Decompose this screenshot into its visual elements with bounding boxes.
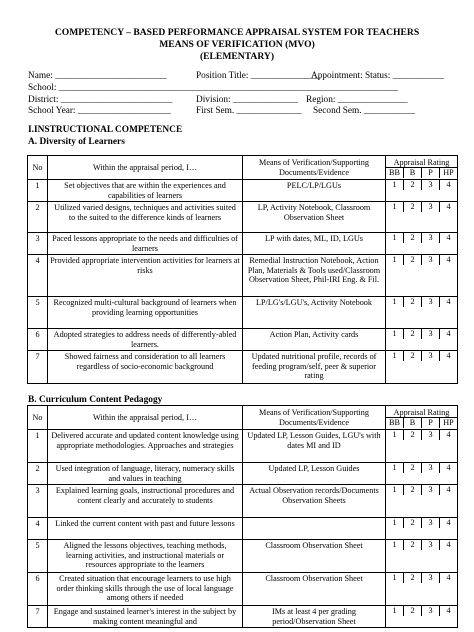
rating-value[interactable]: 1 [392,329,397,338]
row-number: 4 [28,255,48,297]
rating-value[interactable]: 1 [392,297,397,306]
rating-value[interactable]: 4 [439,255,457,265]
rating-value[interactable]: 4 [439,540,457,550]
row-rating-cells [386,297,458,329]
school-field: School: _________________________________________________________________________ [28,83,399,93]
col-header-within: Within the appraisal period, I… [48,406,243,430]
rating-value[interactable]: 3 [421,329,439,339]
division-field: Division: ______________ [196,95,299,105]
table-diversity-of-learners [27,155,458,384]
rating-values [386,329,457,339]
rating-value[interactable]: 4 [439,430,457,440]
rating-value[interactable]: 2 [403,573,421,583]
row-number: 5 [28,540,48,573]
row-indicator-text: Used integration of language, literacy, numeracy skills and values in teaching [48,463,243,485]
row-means-of-verification: Action Plan, Activity cards [243,329,386,351]
row-rating-cells [386,329,458,351]
rating-value[interactable]: 4 [439,351,457,361]
rating-values [386,351,457,361]
rating-value[interactable]: 4 [439,297,457,307]
row-rating-cells [386,351,458,384]
rating-value[interactable]: 3 [421,255,439,265]
rating-value[interactable]: 4 [439,202,457,212]
row-means-of-verification: Updated LP, Lesson Guides, LGU's with dates MI and ID [243,430,386,463]
row-rating-cells [386,606,458,628]
rating-value[interactable]: 1 [392,255,397,264]
rating-value[interactable]: 3 [421,202,439,212]
row-rating-cells [386,540,458,573]
table-row [28,180,458,202]
row-means-of-verification: Updated LP, Lesson Guides [243,463,386,485]
appointment-field: Appointment: Status: ___________ [311,71,444,81]
col-header-rating [386,156,458,180]
rating-value[interactable]: 2 [403,485,421,495]
row-indicator-text: Set objectives that are within the experiences and capabilities of learners [48,180,243,202]
row-number: 7 [28,606,48,628]
col-header-no: No [28,406,48,430]
rating-levels [386,168,457,178]
col-header-no: No [28,156,48,180]
district-field: District: ________________________ [28,95,173,105]
col-header-rating [386,406,458,430]
rating-values [386,518,457,528]
row-indicator-text: Delivered accurate and updated content knowledge using appropriate methodologies. Approaches and strategies [48,430,243,463]
row-rating-cells [386,485,458,518]
section-main-title: I.INSTRUCTIONAL COMPETENCE [28,125,183,135]
row-rating-cells [386,573,458,606]
rating-value[interactable]: 2 [403,233,421,243]
row-means-of-verification [243,518,386,540]
rating-value[interactable]: 1 [392,463,397,472]
row-means-of-verification: Classroom Observation Sheet [243,573,386,606]
row-indicator-text: Paced lessons appropriate to the needs and difficulties of learners [48,233,243,255]
rating-value[interactable]: 3 [421,606,439,616]
doc-title-line1: COMPETENCY – BASED PERFORMANCE APPRAISAL SYSTEM FOR TEACHERS [54,27,420,38]
row-number: 6 [28,573,48,606]
rating-value[interactable]: 3 [421,233,439,243]
col-header-means: Means of Verification/Supporting Documents/Evidence [243,406,386,430]
row-number: 4 [28,518,48,540]
rating-value[interactable]: 1 [392,518,397,527]
rating-levels [386,418,457,428]
rating-values [386,430,457,440]
table-row [28,518,458,540]
rating-value[interactable]: 1 [392,180,397,189]
table-row [28,573,458,606]
rating-value[interactable]: 4 [439,233,457,243]
row-means-of-verification: Classroom Observation Sheet [243,540,386,573]
rating-title: Appraisal Rating [386,408,457,419]
table-row [28,329,458,351]
rating-p: P [421,418,439,428]
rating-value[interactable]: 3 [421,430,439,440]
rating-value[interactable]: 1 [392,351,397,360]
row-indicator-text: Utilized varied designs, techniques and activities suited to the suited to the difference kinds of learners [48,202,243,233]
rating-values [386,297,457,307]
rating-value[interactable]: 3 [421,485,439,495]
row-means-of-verification: IMs at least 4 per grading period/Observation Sheet [243,606,386,628]
rating-value[interactable]: 2 [403,255,421,265]
table-row [28,430,458,463]
name-field: Name: ________________________ [28,71,167,81]
rating-value[interactable]: 4 [439,518,457,528]
row-means-of-verification: PELC/LP/LGUs [243,180,386,202]
rating-value[interactable]: 3 [421,351,439,361]
row-means-of-verification: LP, Activity Notebook, Classroom Observation Sheet [243,202,386,233]
rating-values [386,485,457,495]
row-number: 2 [28,463,48,485]
row-number: 3 [28,233,48,255]
rating-value[interactable]: 2 [403,430,421,440]
rating-value[interactable]: 3 [421,297,439,307]
row-indicator-text: Created situation that encourage learners to use high order thinking skills through the use of local language among others if needed [48,573,243,606]
row-means-of-verification: LP with dates, ML, ID, LGUs [243,233,386,255]
row-number: 7 [28,351,48,384]
row-indicator-text: Engage and sustained learner's interest in the subject by making content meaningful and [48,606,243,628]
row-number: 6 [28,329,48,351]
rating-values [386,606,457,616]
row-rating-cells [386,463,458,485]
rating-value[interactable]: 3 [421,540,439,550]
table-row [28,540,458,573]
rating-value[interactable]: 2 [403,463,421,473]
table-header-row [28,406,458,430]
row-means-of-verification: Remedial Instruction Notebook, Action Plan, Materials & Tools used/Classroom Observation Sheet, Phil-IRI Eng. & Fil. [243,255,386,297]
rating-bb: BB [389,418,400,427]
table-curriculum-content-pedagogy [27,405,458,628]
rating-value[interactable]: 4 [439,573,457,583]
col-header-means: Means of Verification/Supporting Documents/Evidence [243,156,386,180]
rating-title: Appraisal Rating [386,158,457,169]
rating-value[interactable]: 2 [403,329,421,339]
row-rating-cells [386,430,458,463]
first-sem-field: First Sem. ______________ [196,106,302,116]
rating-hp: HP [439,168,457,178]
rating-values [386,202,457,212]
rating-values [386,233,457,243]
rating-bb: BB [389,168,400,177]
rating-value[interactable]: 1 [392,430,397,439]
rating-p: P [421,168,439,178]
rating-value[interactable]: 3 [421,573,439,583]
rating-values [386,255,457,265]
rating-value[interactable]: 1 [392,233,397,242]
table-row [28,485,458,518]
rating-value[interactable]: 4 [439,606,457,616]
position-field: Position Title: _______________ [196,71,321,81]
row-number: 5 [28,297,48,329]
row-rating-cells [386,255,458,297]
rating-value[interactable]: 1 [392,606,397,615]
rating-value[interactable]: 3 [421,463,439,473]
row-means-of-verification: Updated nutritional profile, records of feeding program/self, peer & superior rating [243,351,386,384]
rating-value[interactable]: 1 [392,202,397,211]
section-a-title: A. Diversity of Learners [28,137,125,147]
section-b-title: B. Curriculum Content Pedagogy [28,395,163,405]
row-indicator-text: Recognized multi-cultural background of learners when providing learning opportunities [48,297,243,329]
rating-value[interactable]: 1 [392,485,397,494]
row-indicator-text: Aligned the lessons objectives, teaching methods, learning activities, and instructional materials or resources appropriate to the learners [48,540,243,573]
table-row [28,351,458,384]
row-number: 3 [28,485,48,518]
table-row [28,255,458,297]
rating-value[interactable]: 2 [403,518,421,528]
table-header-row [28,156,458,180]
rating-hp: HP [439,418,457,428]
rating-values [386,540,457,550]
row-indicator-text: Linked the current content with past and future lessons [48,518,243,540]
row-number: 1 [28,430,48,463]
rating-value[interactable]: 3 [421,180,439,190]
row-rating-cells [386,180,458,202]
rating-value[interactable]: 4 [439,463,457,473]
row-indicator-text: Provided appropriate intervention activities for learners at risks [48,255,243,297]
row-rating-cells [386,233,458,255]
row-indicator-text: Adopted strategies to address needs of differently-abled learners. [48,329,243,351]
row-means-of-verification: LP/LG's/LGU's, Activity Notebook [243,297,386,329]
region-field: Region: _______________ [306,95,408,105]
second-sem-field: Second Sem. ___________ [313,106,416,116]
school-year-field: School Year: ____________________ [28,106,171,116]
table-row [28,606,458,628]
rating-value[interactable]: 4 [439,180,457,190]
rating-value[interactable]: 4 [439,485,457,495]
rating-value[interactable]: 2 [403,202,421,212]
rating-b: B [403,418,421,428]
rating-value[interactable]: 3 [421,518,439,528]
rating-value[interactable]: 1 [392,573,397,582]
table-row [28,233,458,255]
row-number: 1 [28,180,48,202]
rating-value[interactable]: 2 [403,606,421,616]
rating-values [386,573,457,583]
row-rating-cells [386,202,458,233]
row-indicator-text: Showed fairness and consideration to all learners regardless of socio-economic background [48,351,243,384]
row-indicator-text: Explained learning goals, instructional procedures and content clearly and accurately to students [48,485,243,518]
rating-value[interactable]: 4 [439,329,457,339]
doc-title-line3: (ELEMENTARY) [199,51,275,62]
table-row [28,202,458,233]
row-rating-cells [386,518,458,540]
table-row [28,463,458,485]
rating-values [386,180,457,190]
rating-value[interactable]: 2 [403,540,421,550]
rating-value[interactable]: 1 [392,540,397,549]
rating-value[interactable]: 2 [403,180,421,190]
row-means-of-verification: Actual Observation records/Documents Observation Sheets [243,485,386,518]
row-number: 2 [28,202,48,233]
doc-title-line2: MEANS OF VERIFICATION (MVO) [159,39,315,50]
rating-value[interactable]: 2 [403,351,421,361]
rating-b: B [403,168,421,178]
col-header-within: Within the appraisal period, I… [48,156,243,180]
rating-values [386,463,457,473]
rating-value[interactable]: 2 [403,297,421,307]
table-row [28,297,458,329]
